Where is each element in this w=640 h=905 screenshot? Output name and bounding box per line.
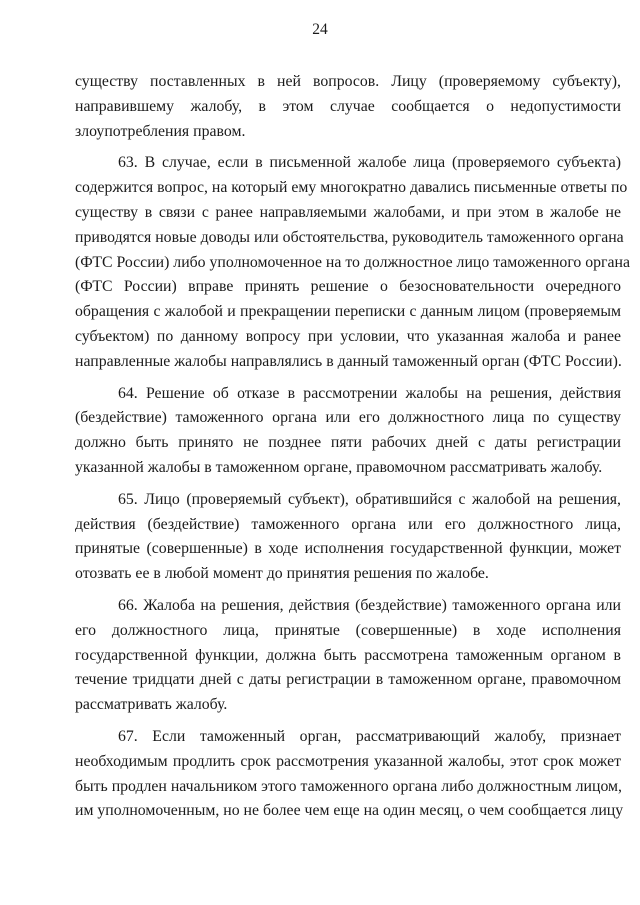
text-line: обращения с жалобой и прекращении переписки с данным лицом (проверяемым [75,303,621,321]
text-line: 64. Решение об отказе в рассмотрении жалобы на решения, действия [118,384,621,402]
text-line: необходимым продлить срок рассмотрения указанной жалобы, этот срок может [75,752,621,770]
text-line: течение тридцати дней с даты регистрации в таможенном органе, правомочном [75,671,621,689]
text-line: (бездействие) таможенного органа или его должностного лица по существу [75,409,621,427]
text-line: направленные жалобы направлялись в данный таможенный орган (ФТС России). [75,352,622,370]
paragraph-67 [75,725,624,824]
text-line: отозвать ее в любой момент до принятия решения по жалобе. [75,565,489,583]
body-text [75,70,631,824]
paragraph-65 [75,488,621,587]
page-number: 24 [312,21,328,38]
text-line: его должностного лица, принятые (совершенные) в ходе исполнения [75,621,621,639]
text-line: 63. В случае, если в письменной жалобе лица (проверяемого субъекта) [118,154,621,172]
paragraph-64 [75,382,621,481]
text-line: (ФТС России) либо уполномоченное на то должностное лицо таможенного органа [75,253,631,271]
text-line: существу поставленных в ней вопросов. Лицу (проверяемому субъекту), [75,73,621,90]
text-line: рассматривать жалобу. [75,696,228,714]
text-line: действия (бездействие) таможенного органа или его должностного лица, [75,515,621,533]
text-line: злоупотребления правом. [75,122,246,140]
text-line: принятые (совершенные) в ходе исполнения государственной функции, может [75,540,621,558]
text-line: им уполномоченным, но не более чем еще на один месяц, о чем сообщается лицу [75,802,624,820]
text-line: должно быть принято не позднее пяти рабочих дней с даты регистрации [75,434,621,452]
text-line: направившему жалобу, в этом случае сообщается о недопустимости [75,97,621,115]
paragraph-66 [75,594,621,718]
text-line: приводятся новые доводы или обстоятельства, руководитель таможенного органа [75,228,624,246]
text-line: (ФТС России) вправе принять решение о безосновательности очередного [75,278,621,296]
text-line: субъектом) по данному вопросу при условии, что указанная жалоба и ранее [75,327,621,345]
paragraph-63 [75,151,631,374]
text-line: существу в связи с ранее направляемыми жалобами, и при этом в жалобе не [75,203,621,221]
text-line: быть продлен начальником этого таможенного органа либо должностным лицом, [75,777,623,795]
text-line: содержится вопрос, на который ему многократно давались письменные ответы по [75,179,628,197]
text-line: 66. Жалоба на решения, действия (бездействие) таможенного органа или [118,596,621,614]
text-line: 65. Лицо (проверяемый субъект), обратившийся с жалобой на решения, [118,490,621,508]
text-line: указанной жалобы в таможенном органе, правомочном рассматривать жалобу. [75,458,603,476]
paragraph-62-continuation [75,70,621,144]
text-line: 67. Если таможенный орган, рассматривающий жалобу, признает [118,727,621,745]
text-line: государственной функции, должна быть рассмотрена таможенным органом в [75,646,621,664]
